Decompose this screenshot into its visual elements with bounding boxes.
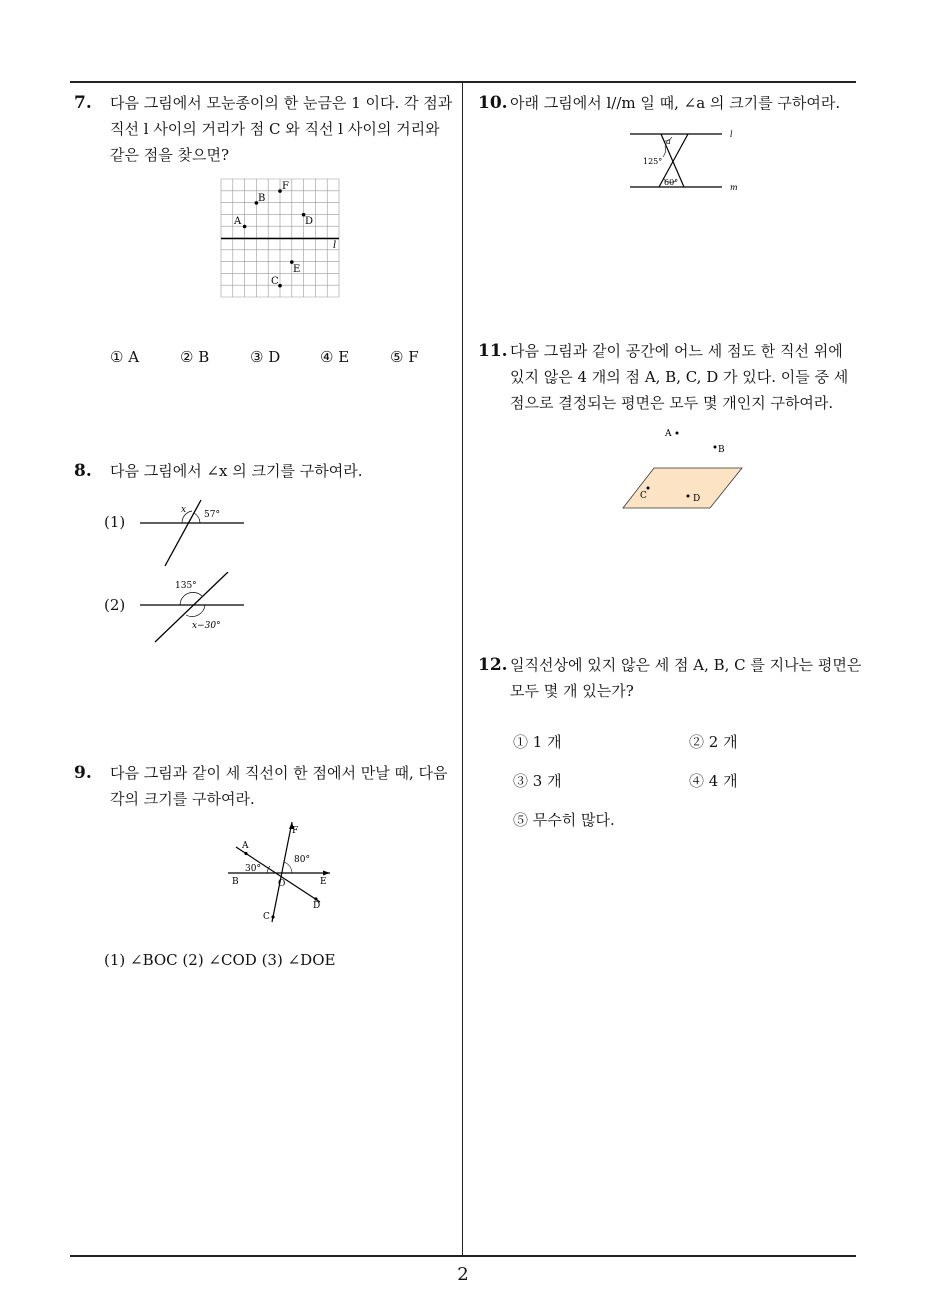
question-text xyxy=(510,338,848,416)
sub-label-1: (1) xyxy=(104,513,126,531)
label-c: C xyxy=(640,491,647,501)
choice-7-5[interactable]: ⑤ F xyxy=(390,348,419,366)
question-text-line: 다음 그림과 같이 공간에 어느 세 점도 한 직선 위에 xyxy=(510,342,843,360)
label-57: 57° xyxy=(204,510,220,520)
question-number: 9. xyxy=(74,763,92,783)
choice-12-4[interactable]: ④ 4 개 xyxy=(689,772,738,790)
choice-12-3[interactable]: ③ 3 개 xyxy=(513,772,562,790)
question-text-line: 직선 l 사이의 거리가 점 C 와 직선 l 사이의 거리와 xyxy=(110,120,440,138)
point-c xyxy=(278,284,282,288)
figure-11 xyxy=(618,422,748,514)
label-d: D xyxy=(313,901,321,911)
label-a: A xyxy=(242,841,249,851)
label-m: m xyxy=(730,183,738,192)
choice-7-3[interactable]: ③ D xyxy=(250,348,281,366)
page-number: 2 xyxy=(457,1264,469,1285)
figure-8-2 xyxy=(138,572,248,646)
question-text-line: 일직선상에 있지 않은 세 점 A, B, C 를 지나는 평면은 xyxy=(510,656,862,674)
question-text-line: 점으로 결정되는 평면은 모두 몇 개인지 구하여라. xyxy=(510,394,834,412)
label-a: A xyxy=(665,429,672,439)
question-text xyxy=(110,90,452,168)
choice-12-1[interactable]: ① 1 개 xyxy=(513,733,562,751)
question-text xyxy=(510,652,861,704)
question-number: 11. xyxy=(478,341,508,361)
question-text-line: 있지 않은 4 개의 점 A, B, C, D 가 있다. 이들 중 세 xyxy=(510,368,849,386)
label-135: 135° xyxy=(175,581,197,591)
label-80: 80° xyxy=(294,855,310,865)
sub-label-2: (2) xyxy=(104,596,126,614)
label-b: B xyxy=(232,877,239,887)
question-9-parts: (1) ∠BOC (2) ∠COD (3) ∠DOE xyxy=(104,951,336,969)
choice-7-2[interactable]: ② B xyxy=(180,348,210,366)
question-8 xyxy=(74,458,459,488)
question-text: 아래 그림에서 l//m 일 때, ∠a 의 크기를 구하여라. xyxy=(510,94,841,112)
grid-figure xyxy=(215,174,347,302)
choice-12-2[interactable]: ② 2 개 xyxy=(689,733,738,751)
label-c: C xyxy=(271,276,279,287)
label-125: 125° xyxy=(643,157,663,166)
column-divider xyxy=(462,81,463,1256)
label-o: O xyxy=(278,879,286,889)
point-a xyxy=(243,225,247,229)
label-a: A xyxy=(234,216,242,227)
question-text-line: 다음 그림에서 모눈종이의 한 눈금은 1 이다. 각 점과 xyxy=(110,94,453,112)
question-11 xyxy=(478,338,858,418)
label-f: F xyxy=(282,181,289,192)
label-b: B xyxy=(258,193,266,204)
figure-10 xyxy=(626,126,746,194)
figure-9 xyxy=(222,818,337,926)
label-f: F xyxy=(292,826,299,836)
label-e: E xyxy=(320,877,327,887)
choice-7-4[interactable]: ④ E xyxy=(320,348,350,366)
plane xyxy=(623,468,742,508)
figure-8-1 xyxy=(138,497,248,569)
question-7 xyxy=(74,90,459,170)
question-text-line: 모두 몇 개 있는가? xyxy=(510,682,634,700)
label-a: a xyxy=(666,137,671,146)
question-number: 7. xyxy=(74,93,92,113)
label-60: 60° xyxy=(664,178,679,187)
question-12 xyxy=(478,652,863,708)
question-text: 다음 그림에서 ∠x 의 크기를 구하여라. xyxy=(110,462,363,480)
question-10 xyxy=(478,90,858,120)
label-c: C xyxy=(263,912,270,922)
question-text xyxy=(110,760,447,812)
label-d: D xyxy=(693,494,701,504)
question-number: 8. xyxy=(74,461,92,481)
question-text-line: 다음 그림과 같이 세 직선이 한 점에서 만날 때, 다음 xyxy=(110,764,448,782)
label-x-30: x−30° xyxy=(192,621,221,631)
question-text-line: 같은 점을 찾으면? xyxy=(110,146,230,164)
question-text-line: 각의 크기를 구하여라. xyxy=(110,790,255,808)
label-30: 30° xyxy=(245,864,261,874)
choice-12-5[interactable]: ⑤ 무수히 많다. xyxy=(513,811,615,829)
label-l: l xyxy=(730,130,733,139)
label-d: D xyxy=(305,216,314,227)
label-b: B xyxy=(718,445,725,455)
choice-7-1[interactable]: ① A xyxy=(110,348,140,366)
question-number: 12. xyxy=(478,655,508,675)
label-l: l xyxy=(333,240,337,251)
question-number: 10. xyxy=(478,93,508,113)
question-9 xyxy=(74,760,459,816)
label-x: x xyxy=(181,505,187,515)
label-e: E xyxy=(293,264,301,275)
